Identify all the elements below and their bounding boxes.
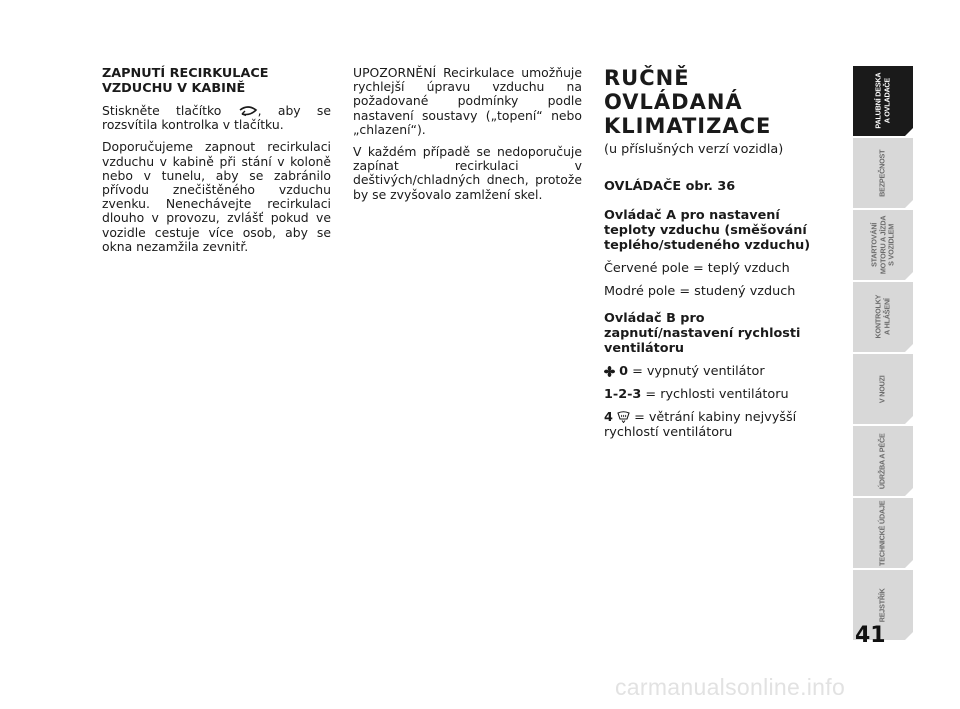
text: = vypnutý ventilátor — [632, 364, 765, 379]
fan-icon — [604, 366, 615, 377]
chapter-tab[interactable] — [853, 138, 923, 208]
tab-label-box — [853, 498, 913, 568]
fan-speeds-line — [604, 387, 834, 402]
fan-key: 1-2-3 — [604, 387, 642, 402]
heading-line: ZAPNUTÍ RECIRKULACE — [102, 66, 269, 81]
windscreen-defrost-icon — [617, 411, 630, 423]
tab-label: V NOUZI — [877, 375, 887, 403]
tab-label-box — [853, 210, 913, 280]
column-manual-ac — [604, 66, 834, 448]
chapter-tab[interactable] — [853, 354, 923, 424]
fan-max-line — [604, 410, 834, 440]
text: = rychlosti ventilátoru — [645, 387, 789, 402]
paragraph — [102, 104, 331, 132]
chapter-tab[interactable] — [853, 426, 923, 496]
title-line: RUČNĚ OVLÁDANÁ — [604, 66, 743, 114]
section-heading — [102, 66, 331, 96]
text: , aby se rozsvítila kontrolka v tlačítku. — [102, 103, 331, 133]
heading-line: VZDUCHU V KABINĚ — [102, 81, 246, 96]
red-field-text: Červené pole = teplý vzduch — [604, 261, 790, 276]
chapter-tab[interactable] — [853, 282, 923, 352]
page-title — [604, 66, 834, 138]
subtitle: (u příslušných verzí vozidla) — [604, 142, 784, 157]
chapter-tab[interactable] — [853, 210, 923, 280]
tab-label-box — [853, 426, 913, 496]
controls-heading: OVLÁDAČE obr. 36 — [604, 179, 736, 194]
paragraph: Doporučujeme zapnout recirkulaci vzduchu v kabině při stání v koloně nebo v tunelu, aby se zabránilo přívodu znečištěného vzduchu zvenku. Nenechávejte recirkulaci dlouho v provozu, zvlášť pokud ve vozidle cestuje více osob, aby se okna nezamžila zevnitř. — [102, 139, 331, 254]
tab-label: ÚDRŽBA A PÉČE — [877, 433, 887, 489]
text: = větrání kabiny nejvyšší rychlostí ventilátoru — [604, 410, 797, 440]
control-a-heading: Ovládač A pro nastavení teploty vzduchu (směšování teplého/studeného vzduchu) — [604, 208, 811, 253]
tab-label: STARTOVÁNÍ MOTORU A JÍZDA S VOZIDLEM — [869, 215, 896, 275]
tab-label: KONTROLKY A HLÁŠENÍ — [873, 295, 891, 339]
column-warning — [353, 66, 582, 210]
tab-label: PALUBNÍ DESKA A OVLADAČE — [873, 73, 891, 129]
title-line: KLIMATIZACE — [604, 114, 772, 138]
tab-label: REJSTŘÍK — [877, 588, 887, 622]
fan-key: 4 — [604, 410, 613, 425]
page-number: 41 — [855, 623, 886, 648]
text: Stiskněte tlačítko — [102, 103, 222, 118]
tab-label: TECHNICKÉ ÚDAJE — [877, 500, 887, 566]
tab-label-box — [853, 138, 913, 208]
recirculation-icon — [238, 105, 258, 117]
fan-key: 0 — [619, 364, 628, 379]
blue-field-text: Modré pole = studený vzduch — [604, 284, 796, 299]
tab-label-box — [853, 354, 913, 424]
tab-label-box — [853, 282, 913, 352]
tab-label: BEZPEČNOST — [877, 149, 887, 197]
chapter-tabs — [853, 66, 923, 642]
column-recirculation — [102, 66, 331, 262]
paragraph: V každém případě se nedoporučuje zapínat recirkulaci v deštivých/chladných dnech, protože by se zvyšovalo zamlžení skel. — [353, 144, 582, 202]
chapter-tab[interactable] — [853, 498, 923, 568]
watermark: carmanualsonline.info — [615, 674, 846, 700]
tab-label-box — [853, 66, 913, 136]
chapter-tab[interactable] — [853, 66, 923, 136]
control-b-heading: Ovládač B pro zapnutí/nastavení rychlosti ventilátoru — [604, 311, 801, 356]
fan-off-line — [604, 364, 834, 379]
warning-paragraph: UPOZORNĚNÍ Recirkulace umožňuje rychlejší úpravu vzduchu na požadované podmínky podle nastavení soustavy („topení“ nebo „chlazení“). — [353, 65, 582, 137]
